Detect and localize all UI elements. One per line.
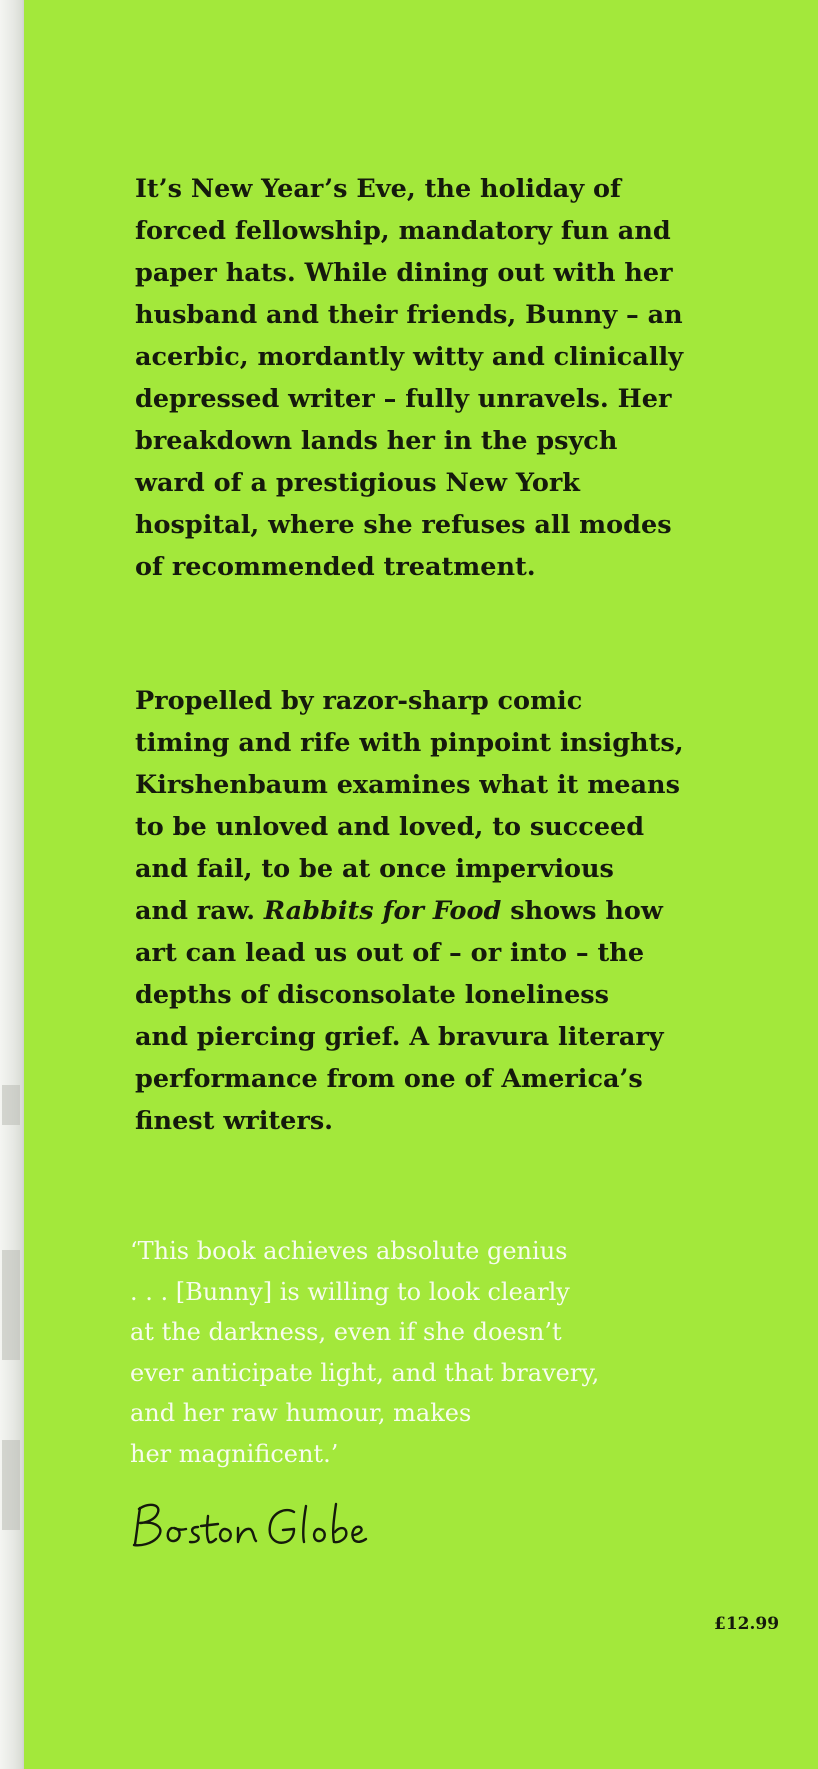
text-line: performance from one of America’s xyxy=(135,1064,643,1094)
text-line: and piercing grief. A bravura literary xyxy=(135,1022,664,1052)
book-title-italic: Rabbits for Food xyxy=(263,896,502,926)
text-segment: shows how xyxy=(501,896,663,926)
text-line: ward of a prestigious New York xyxy=(135,468,580,498)
synopsis-paragraph-2 xyxy=(135,680,755,1142)
page-edge xyxy=(0,0,24,1769)
text-line: It’s New Year’s Eve, the holiday of xyxy=(135,174,621,204)
text-line: depressed writer – fully unravels. Her xyxy=(135,384,672,414)
text-line: to be unloved and loved, to succeed xyxy=(135,812,645,842)
text-line: hospital, where she refuses all modes xyxy=(135,510,672,540)
edge-scuff xyxy=(2,1085,20,1125)
price-label: £12.99 xyxy=(714,1614,780,1634)
quote-line: at the darkness, even if she doesn’t xyxy=(130,1318,562,1346)
edge-scuff xyxy=(2,1250,20,1360)
text-line: art can lead us out of – or into – the xyxy=(135,938,645,968)
synopsis-paragraph-1 xyxy=(135,168,755,588)
text-line-with-title xyxy=(135,890,755,932)
review-quote xyxy=(130,1231,760,1474)
quote-line: her magnificent.’ xyxy=(130,1439,339,1468)
text-line: of recommended treatment. xyxy=(135,552,536,582)
text-line: finest writers. xyxy=(135,1106,334,1136)
text-line: depths of disconsolate loneliness xyxy=(135,980,610,1010)
text-line: Kirshenbaum examines what it means xyxy=(135,770,680,800)
text-line: husband and their friends, Bunny – an xyxy=(135,300,683,330)
text-line: acerbic, mordantly witty and clinically xyxy=(135,342,684,372)
quote-line: . . . [Bunny] is willing to look clearly xyxy=(130,1277,570,1306)
text-line: breakdown lands her in the psych xyxy=(135,426,618,456)
quote-line: ever anticipate light, and that bravery, xyxy=(130,1358,600,1387)
quote-line: ‘This book achieves absolute genius xyxy=(130,1237,568,1265)
text-line: and fail, to be at once impervious xyxy=(135,854,614,884)
review-source-signature xyxy=(126,1490,386,1560)
text-line: timing and rife with pinpoint insights, xyxy=(135,728,684,758)
text-line: Propelled by razor-sharp comic xyxy=(135,686,583,716)
edge-scuff xyxy=(2,1440,20,1530)
quote-line: and her raw humour, makes xyxy=(130,1399,472,1427)
text-segment: and raw. xyxy=(135,896,264,926)
text-line: forced fellowship, mandatory fun and xyxy=(135,216,671,246)
text-line: paper hats. While dining out with her xyxy=(135,258,673,288)
